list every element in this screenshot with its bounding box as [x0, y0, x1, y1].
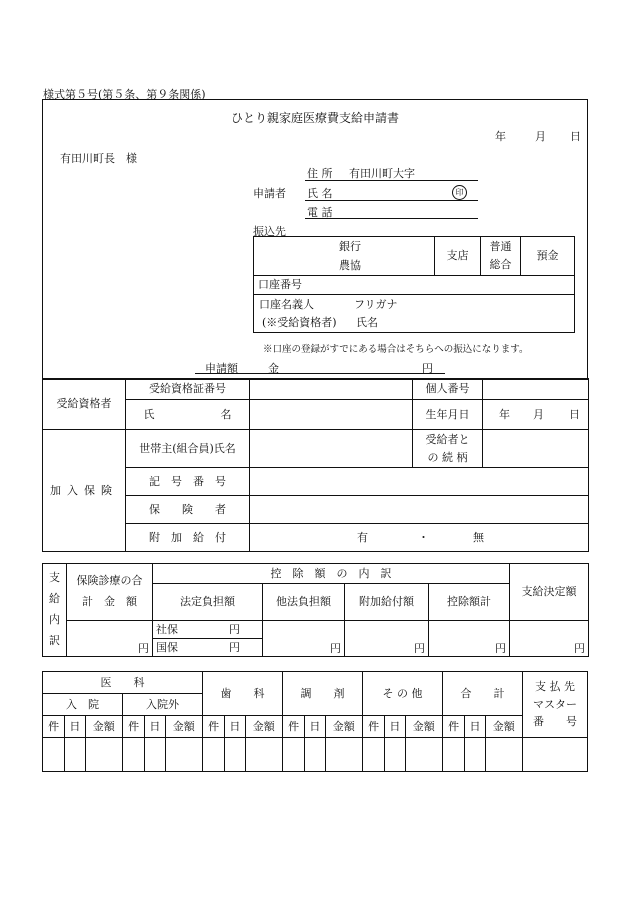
- col-nichi: 日: [385, 716, 405, 738]
- col-kingaku: 金額: [165, 716, 202, 738]
- outpatient-header: 入院外: [123, 694, 203, 716]
- recipient-label: 受給資格者: [43, 379, 126, 430]
- cert-number-label: 受給資格証番号: [126, 379, 250, 400]
- transfer-note: ※口座の登録がすでにある場合はそちらへの振込になります。: [263, 344, 529, 355]
- benefit-field[interactable]: [250, 524, 589, 552]
- col-kingaku: 金額: [245, 716, 282, 738]
- breakdown-char-1: 支: [49, 571, 60, 585]
- bank-option: 銀行: [339, 239, 361, 253]
- decision-field[interactable]: [510, 621, 589, 657]
- col-nichi: 日: [465, 716, 485, 738]
- input-cell[interactable]: [485, 738, 522, 772]
- yokin-label: 預金: [521, 237, 575, 276]
- transfer-table: [253, 236, 575, 333]
- date-day: 日: [570, 130, 581, 143]
- relation-field[interactable]: [483, 430, 589, 468]
- kokuho-field[interactable]: [153, 639, 263, 657]
- household-head-label: 世帯主(組合員)氏名: [126, 430, 250, 468]
- insurer-label: 保 険 者: [126, 496, 250, 524]
- account-holder-label: 口座名義人: [259, 298, 314, 311]
- input-cell[interactable]: [85, 738, 122, 772]
- input-cell[interactable]: [145, 738, 165, 772]
- col-ken: 件: [443, 716, 465, 738]
- col-nichi: 日: [145, 716, 165, 738]
- col-kingaku: 金額: [325, 716, 362, 738]
- breakdown-label: [43, 564, 67, 657]
- breakdown-char-4: 訳: [49, 633, 60, 647]
- date-year: 年: [495, 130, 506, 143]
- input-cell[interactable]: [363, 738, 385, 772]
- addressee: 有田川町長 様: [60, 152, 137, 165]
- pharmacy-header: 調 剤: [283, 672, 363, 716]
- insurance-total-label: [67, 564, 153, 621]
- furigana-label: フリガナ: [354, 298, 398, 311]
- col-nichi: 日: [305, 716, 325, 738]
- yen-unit-2: 円: [229, 623, 240, 636]
- yen-unit-4: 円: [414, 642, 425, 656]
- input-cell[interactable]: [283, 738, 305, 772]
- additional-benefit-field[interactable]: [345, 621, 429, 657]
- form-title: ひとり親家庭医療費支給申請書: [230, 111, 399, 125]
- benefit-yes[interactable]: 有: [357, 531, 368, 544]
- recipient-name-label: 氏 名: [126, 400, 250, 430]
- yen-unit-6: 円: [574, 642, 585, 656]
- kokuho-label: 国保: [156, 641, 178, 654]
- yen-unit-1: 円: [138, 642, 149, 656]
- yen-unit-3: 円: [330, 642, 341, 656]
- seal-mark: [452, 185, 467, 200]
- other-header: そ の 他: [363, 672, 443, 716]
- category-table: [42, 671, 588, 772]
- phone-label: 電 話: [307, 206, 333, 219]
- relation-label-1: 受給者と: [425, 432, 470, 446]
- shaho-field[interactable]: [153, 621, 263, 639]
- payment-master-1: 支 払 先: [535, 680, 576, 694]
- symbol-number-label: 記 号 番 号: [126, 468, 250, 496]
- input-cell[interactable]: [123, 738, 145, 772]
- input-cell[interactable]: [43, 738, 65, 772]
- input-cell[interactable]: [443, 738, 465, 772]
- qualifier-label: (※受給資格者): [262, 316, 337, 329]
- amount-underline[interactable]: [195, 373, 445, 374]
- dob-day: 日: [569, 408, 580, 421]
- col-kingaku: 金額: [485, 716, 522, 738]
- relation-label-2: の 続 柄: [427, 450, 468, 464]
- household-head-field[interactable]: [250, 430, 413, 468]
- input-cell[interactable]: [325, 738, 362, 772]
- transfer-label: 振込先: [253, 225, 286, 238]
- form-number: 様式第５号(第５条、第９条関係): [43, 88, 206, 101]
- insurance-label: 加入保険: [43, 430, 126, 552]
- deduction-header: 控 除 額 の 内 訳: [153, 564, 510, 584]
- dob-month: 月: [533, 408, 544, 421]
- benefit-label: 附 加 給 付: [126, 524, 250, 552]
- input-cell[interactable]: [165, 738, 202, 772]
- col-nichi: 日: [65, 716, 85, 738]
- col-nichi: 日: [225, 716, 245, 738]
- dob-year: 年: [499, 408, 510, 421]
- col-ken: 件: [283, 716, 305, 738]
- sogo-option: 総合: [489, 258, 512, 271]
- account-number-label: 口座番号: [258, 278, 302, 292]
- input-cell[interactable]: [305, 738, 325, 772]
- address-value: 有田川町大字: [349, 167, 415, 180]
- payment-master-3: 番 号: [533, 715, 578, 729]
- col-ken: 件: [203, 716, 225, 738]
- futsu-option: 普通: [489, 240, 512, 254]
- input-cell[interactable]: [405, 738, 443, 772]
- breakdown-char-3: 内: [49, 613, 60, 626]
- account-number-cell[interactable]: [254, 276, 575, 295]
- benefit-dot: ・: [418, 531, 429, 544]
- other-law-field[interactable]: [263, 621, 345, 657]
- benefit-no[interactable]: 無: [473, 531, 484, 544]
- recipient-name-field[interactable]: [250, 400, 413, 430]
- amount-label: 申請額: [205, 362, 238, 375]
- personal-number-label: 個人番号: [413, 379, 483, 400]
- insurance-total-label-2: 計 金 額: [82, 595, 137, 608]
- dob-field[interactable]: [483, 400, 589, 430]
- input-cell[interactable]: [225, 738, 245, 772]
- branch-cell[interactable]: 支店: [435, 237, 481, 276]
- input-cell[interactable]: [65, 738, 85, 772]
- input-cell[interactable]: [203, 738, 225, 772]
- col-kingaku: 金額: [85, 716, 122, 738]
- input-cell[interactable]: [385, 738, 405, 772]
- total-header: 合 計: [443, 672, 523, 716]
- insurance-total-label-1: 保険診療の合: [76, 574, 143, 588]
- account-type-cell[interactable]: [481, 237, 521, 276]
- inpatient-header: 入 院: [43, 694, 123, 716]
- coop-option: 農協: [339, 258, 361, 272]
- breakdown-table: [42, 563, 589, 657]
- additional-benefit-label: 附加給付額: [345, 584, 429, 621]
- account-holder-cell[interactable]: [254, 295, 575, 333]
- payment-master-label: [523, 672, 588, 738]
- shimei-label: 氏名: [356, 316, 378, 329]
- payment-master-2: マスター: [533, 697, 578, 711]
- amount-kin: 金: [268, 362, 279, 375]
- seal-icon: 印: [452, 185, 467, 200]
- insurance-total-field[interactable]: [67, 621, 153, 657]
- name-label: 氏 名: [307, 187, 333, 200]
- recipient-table: [42, 378, 589, 552]
- amount-yen: 円: [422, 362, 433, 375]
- relation-label: [413, 430, 483, 468]
- date-month: 月: [535, 130, 546, 143]
- applicant-label: 申請者: [253, 187, 286, 200]
- personal-number-field[interactable]: [483, 379, 589, 400]
- payment-master-field[interactable]: [523, 738, 588, 772]
- deduction-total-label: 控除額計: [429, 584, 510, 621]
- symbol-number-field[interactable]: [250, 468, 589, 496]
- yen-unit-7: 円: [229, 641, 240, 654]
- input-cell[interactable]: [245, 738, 282, 772]
- cert-number-field[interactable]: [250, 379, 413, 400]
- bank-type-cell[interactable]: [254, 237, 435, 276]
- col-ken: 件: [363, 716, 385, 738]
- decision-label: 支給決定額: [510, 564, 589, 621]
- input-cell[interactable]: [465, 738, 485, 772]
- insurer-field[interactable]: [250, 496, 589, 524]
- dob-label: 生年月日: [413, 400, 483, 430]
- breakdown-char-2: 給: [49, 592, 60, 606]
- address-label: 住 所: [307, 167, 333, 180]
- col-ken: 件: [123, 716, 145, 738]
- yen-unit-5: 円: [495, 642, 506, 656]
- legal-burden-label: 法定負担額: [153, 584, 263, 621]
- medical-header: 医 科: [43, 672, 203, 694]
- shaho-label: 社保: [156, 623, 178, 636]
- dental-header: 歯 科: [203, 672, 283, 716]
- deduction-total-field[interactable]: [429, 621, 510, 657]
- col-ken: 件: [43, 716, 65, 738]
- other-law-label: 他法負担額: [263, 584, 345, 621]
- col-kingaku: 金額: [405, 716, 443, 738]
